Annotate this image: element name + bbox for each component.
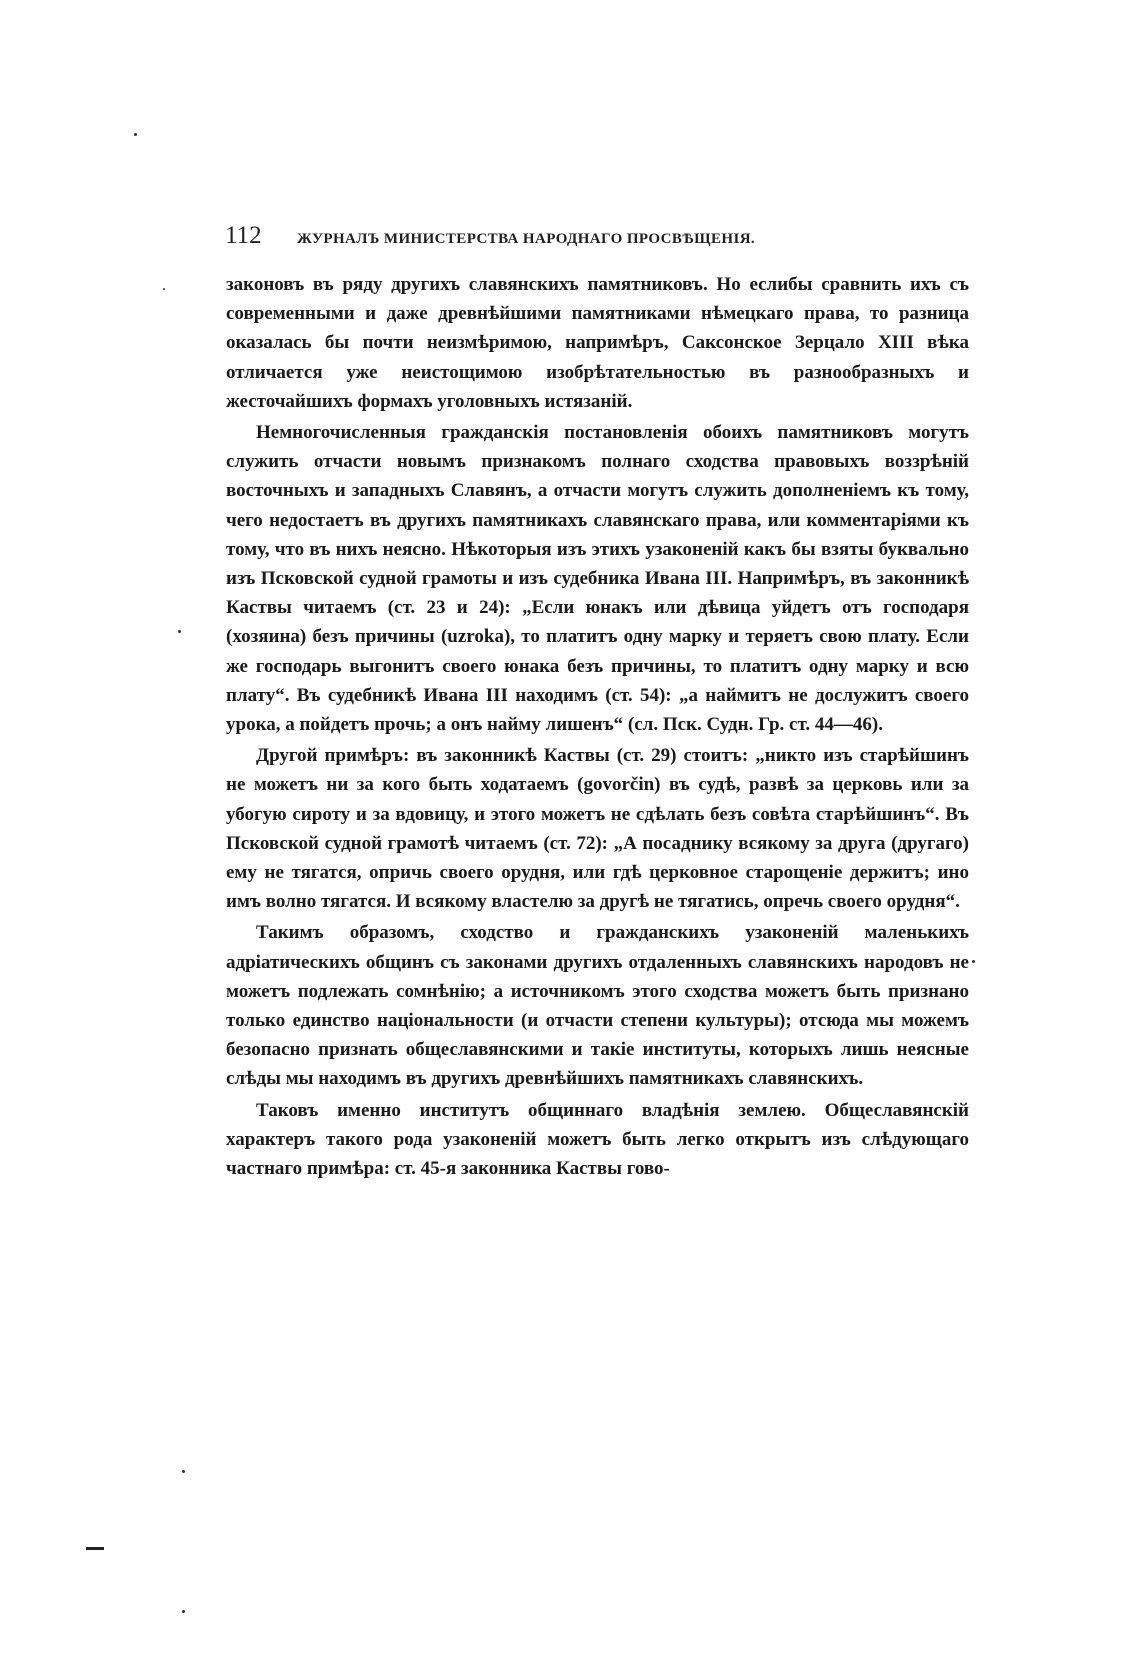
paragraph: Таковъ именно институтъ общиннаго владѣнія землею. Общеславянскій характеръ такого рода узаконеній можетъ быть легко открытъ изъ слѣдующаго частнаго примѣра: ст. 45-я законника Каствы гово- <box>226 1099 969 1180</box>
body-text <box>226 270 969 1185</box>
scan-speck <box>182 1610 185 1613</box>
paragraph: Другой примѣръ: въ законникѣ Каствы (ст. 29) стоитъ: „никто изъ старѣйшинъ не можетъ ни за кого быть ходатаемъ (govorčin) въ судѣ, развѣ за церковь или за убогую сироту и за вдовицу, и этого можетъ не сдѣлать безъ совѣта старѣйшинъ“. Въ Псковской судной грамотѣ читаемъ (ст. 72): „А посаднику всякому за друга (другаго) ему не тягатся, опричь своего орудня, или гдѣ церковное старощеніе держитъ; ино имъ волно тягатся. И всякому властелю за другѣ не тягатись, опречь своего орудня“. <box>226 745 969 913</box>
scan-speck <box>134 133 137 136</box>
scan-speck <box>163 288 165 290</box>
page-header <box>225 222 875 256</box>
page-number: 112 <box>225 222 262 249</box>
scan-speck <box>178 630 181 633</box>
paragraph: Немногочисленныя гражданскія постановленія обоихъ памятниковъ могутъ служить отчасти новымъ признакомъ полнаго сходства правовыхъ воззрѣній восточныхъ и западныхъ Славянъ, а отчасти могутъ служить дополненіемъ къ тому, чего недостаетъ въ другихъ памятникахъ славянскаго права, или комментаріями къ тому, что въ нихъ неясно. Нѣкоторыя изъ этихъ узаконеній какъ бы взяты буквально изъ Псковской судной грамоты и изъ судебника Ивана III. Напримѣръ, въ законникѣ Каствы читаемъ (ст. 23 и 24): „Если юнакъ или дѣвица уйдетъ отъ господаря (хозяина) безъ причины (uzroka), то платитъ одну марку и теряетъ свою плату. Если же господарь выгонитъ своего юнака безъ причины, то платитъ одну марку и всю плату“. Въ судебникѣ Ивана III находимъ (ст. 54): „а наймитъ не дослужитъ своего урока, а пойдетъ прочь; а онъ найму лишенъ“ (сл. Пск. Судн. Гр. ст. 44—46). <box>226 422 969 736</box>
scan-speck <box>182 1470 185 1473</box>
scan-speck <box>972 960 975 963</box>
paragraph-continuation: законовъ въ ряду другихъ славянскихъ памятниковъ. Но еслибы сравнить ихъ съ современными и даже древнѣйшими памятниками нѣмецкаго права, то разница оказалась бы почти неизмѣримою, напримѣръ, Саксонское Зерцало XIII вѣка отличается уже неистощимою изобрѣтательностью въ разнообразныхъ и жесточайшихъ формахъ уголовныхъ истязаній. <box>226 274 969 412</box>
running-head: ЖУРНАЛЪ МИНИСТЕРСТВА НАРОДНАГО ПРОСВѢЩЕНІЯ. <box>297 231 756 247</box>
paragraph: Такимъ образомъ, сходство и гражданскихъ узаконеній маленькихъ адріатическихъ общинъ съ законами другихъ отдаленныхъ славянскихъ народовъ не можетъ подлежать сомнѣнію; а источникомъ этого сходства можетъ быть признано только единство національности (и отчасти степени культуры); отсюда мы можемъ безопасно признать общеславянскими и такіе институты, которыхъ лишь неясные слѣды мы находимъ въ другихъ древнѣйшихъ памятникахъ славянскихъ. <box>226 922 969 1090</box>
scan-mark <box>86 1547 104 1550</box>
